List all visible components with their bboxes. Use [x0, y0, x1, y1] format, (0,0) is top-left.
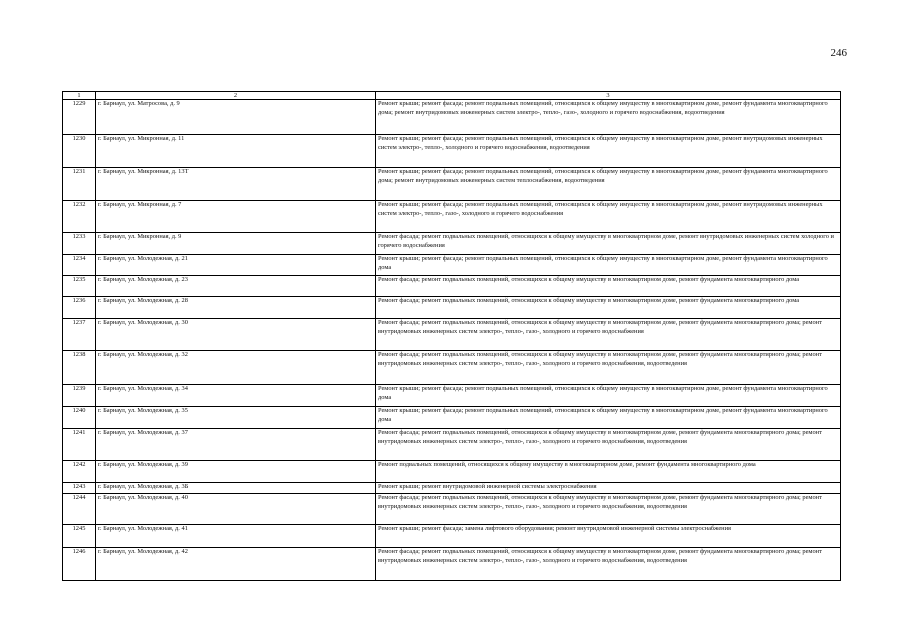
row-number: 1245	[63, 525, 96, 548]
row-number: 1244	[63, 494, 96, 525]
row-address: г. Барнаул, ул. Микронная, д. 9	[96, 233, 376, 255]
table-row	[63, 297, 841, 319]
table-row	[63, 276, 841, 297]
row-number: 1241	[63, 429, 96, 461]
table-row	[63, 100, 841, 135]
row-address: г. Барнаул, ул. Матросова, д. 9	[96, 100, 376, 135]
table-row	[63, 168, 841, 201]
table-row	[63, 255, 841, 276]
row-address: г. Барнаул, ул. Молодежная, д. 35	[96, 407, 376, 429]
row-address: г. Барнаул, ул. Молодежная, д. 3Б	[96, 483, 376, 494]
row-number: 1236	[63, 297, 96, 319]
row-works: Ремонт фасада; ремонт подвальных помещений, относящихся к общему имуществу в многоквартирном доме, ремонт фундамента многоквартирного дома	[376, 276, 841, 297]
row-number: 1242	[63, 461, 96, 483]
row-number: 1229	[63, 100, 96, 135]
column-header-number: 1	[63, 92, 96, 100]
row-works: Ремонт фасада; ремонт подвальных помещений, относящихся к общему имуществу в многоквартирном доме, ремонт фундамента многоквартирного дома; ремонт внутридомовых инженерных систем электро-, тепло-, газо-, холодного и горячего водоснабжения, водоотведения	[376, 494, 841, 525]
row-works: Ремонт фасада; ремонт подвальных помещений, относящихся к общему имуществу в многоквартирном доме, ремонт внутридомовых инженерных систем холодного и горячего водоснабжения	[376, 233, 841, 255]
row-address: г. Барнаул, ул. Молодежная, д. 39	[96, 461, 376, 483]
row-number: 1235	[63, 276, 96, 297]
table-row	[63, 494, 841, 525]
row-works: Ремонт крыши; ремонт фасада; ремонт подвальных помещений, относящихся к общему имуществу в многоквартирном доме, ремонт внутридомовых инженерных систем электро-, тепло-, газо-, холодного и горячего водоснабжения	[376, 201, 841, 233]
row-number: 1232	[63, 201, 96, 233]
row-number: 1230	[63, 135, 96, 168]
table-row	[63, 548, 841, 581]
row-number: 1238	[63, 351, 96, 385]
row-works: Ремонт крыши; ремонт фасада; ремонт подвальных помещений, относящихся к общему имуществу в многоквартирном доме, ремонт фундамента многоквартирного дома	[376, 255, 841, 276]
registry-table	[62, 91, 841, 581]
table-row	[63, 407, 841, 429]
row-works: Ремонт фасада; ремонт подвальных помещений, относящихся к общему имуществу в многоквартирном доме, ремонт фундамента многоквартирного дома; ремонт внутридомовых инженерных систем электро-, тепло-, газо-, холодного и горячего водоснабжения, водоотведения	[376, 429, 841, 461]
row-works: Ремонт крыши; ремонт фасада; замена лифтового оборудования; ремонт внутридомовой инженерной системы электроснабжения	[376, 525, 841, 548]
table-row	[63, 201, 841, 233]
row-number: 1239	[63, 385, 96, 407]
table-row	[63, 525, 841, 548]
row-number: 1231	[63, 168, 96, 201]
row-number: 1240	[63, 407, 96, 429]
table-row	[63, 351, 841, 385]
table-row	[63, 429, 841, 461]
row-address: г. Барнаул, ул. Молодежная, д. 42	[96, 548, 376, 581]
table-row	[63, 483, 841, 494]
row-address: г. Барнаул, ул. Молодежная, д. 34	[96, 385, 376, 407]
row-number: 1237	[63, 319, 96, 351]
table-header-row	[63, 92, 841, 100]
table-row	[63, 461, 841, 483]
row-works: Ремонт крыши; ремонт фасада; ремонт подвальных помещений, относящихся к общему имуществу в многоквартирном доме, ремонт фундамента многоквартирного дома; ремонт внутридомовых инженерных систем теплоснабжения, водоотведения	[376, 168, 841, 201]
row-works: Ремонт фасада; ремонт подвальных помещений, относящихся к общему имуществу в многоквартирном доме, ремонт фундамента многоквартирного дома; ремонт внутридомовых инженерных систем электро-, тепло-, газо-, холодного и горячего водоснабжения, водоотведения	[376, 548, 841, 581]
row-works: Ремонт фасада; ремонт подвальных помещений, относящихся к общему имуществу в многоквартирном доме, ремонт фундамента многоквартирного дома; ремонт внутридомовых инженерных систем электро-, тепло-, газо-, холодного и горячего водоснабжения, водоотведения	[376, 351, 841, 385]
row-number: 1233	[63, 233, 96, 255]
row-address: г. Барнаул, ул. Молодежная, д. 41	[96, 525, 376, 548]
row-address: г. Барнаул, ул. Молодежная, д. 40	[96, 494, 376, 525]
row-works: Ремонт подвальных помещений, относящихся к общему имуществу в многоквартирном доме, ремонт фундамента многоквартирного дома	[376, 461, 841, 483]
row-address: г. Барнаул, ул. Молодежная, д. 28	[96, 297, 376, 319]
table-row	[63, 319, 841, 351]
row-works: Ремонт крыши; ремонт фасада; ремонт подвальных помещений, относящихся к общему имуществу в многоквартирном доме, ремонт фундамента многоквартирного дома	[376, 385, 841, 407]
row-number: 1234	[63, 255, 96, 276]
row-address: г. Барнаул, ул. Микронная, д. 11	[96, 135, 376, 168]
row-works: Ремонт фасада; ремонт подвальных помещений, относящихся к общему имуществу в многоквартирном доме, ремонт фундамента многоквартирного дома	[376, 297, 841, 319]
row-address: г. Барнаул, ул. Молодежная, д. 30	[96, 319, 376, 351]
row-works: Ремонт крыши; ремонт внутридомовой инженерной системы электроснабжения	[376, 483, 841, 494]
row-number: 1243	[63, 483, 96, 494]
row-works: Ремонт крыши; ремонт фасада; ремонт подвальных помещений, относящихся к общему имуществу в многоквартирном доме, ремонт фундамента многоквартирного дома	[376, 407, 841, 429]
row-address: г. Барнаул, ул. Молодежная, д. 21	[96, 255, 376, 276]
row-address: г. Барнаул, ул. Молодежная, д. 23	[96, 276, 376, 297]
row-address: г. Барнаул, ул. Молодежная, д. 32	[96, 351, 376, 385]
row-number: 1246	[63, 548, 96, 581]
table-row	[63, 135, 841, 168]
row-address: г. Барнаул, ул. Микронная, д. 13Т	[96, 168, 376, 201]
table-row	[63, 233, 841, 255]
row-address: г. Барнаул, ул. Молодежная, д. 37	[96, 429, 376, 461]
row-works: Ремонт фасада; ремонт подвальных помещений, относящихся к общему имуществу в многоквартирном доме, ремонт фундамента многоквартирного дома; ремонт внутридомовых инженерных систем электро-, тепло-, газо-, холодного и горячего водоснабжения	[376, 319, 841, 351]
row-address: г. Барнаул, ул. Микронная, д. 7	[96, 201, 376, 233]
row-works: Ремонт крыши; ремонт фасада; ремонт подвальных помещений, относящихся к общему имуществу в многоквартирном доме, ремонт фундамента многоквартирного дома; ремонт внутридомовых инженерных систем электро-, тепло-, газо-, холодного и горячего водоснабжения, водоотведения	[376, 100, 841, 135]
table-row	[63, 385, 841, 407]
column-header-address: 2	[96, 92, 376, 100]
page-number: 246	[830, 47, 847, 59]
column-header-works: 3	[376, 92, 841, 100]
row-works: Ремонт крыши; ремонт фасада; ремонт подвальных помещений, относящихся к общему имуществу в многоквартирном доме, ремонт внутридомовых инженерных систем электро-, тепло-, холодного и горячего водоснабжения, водоотведения	[376, 135, 841, 168]
